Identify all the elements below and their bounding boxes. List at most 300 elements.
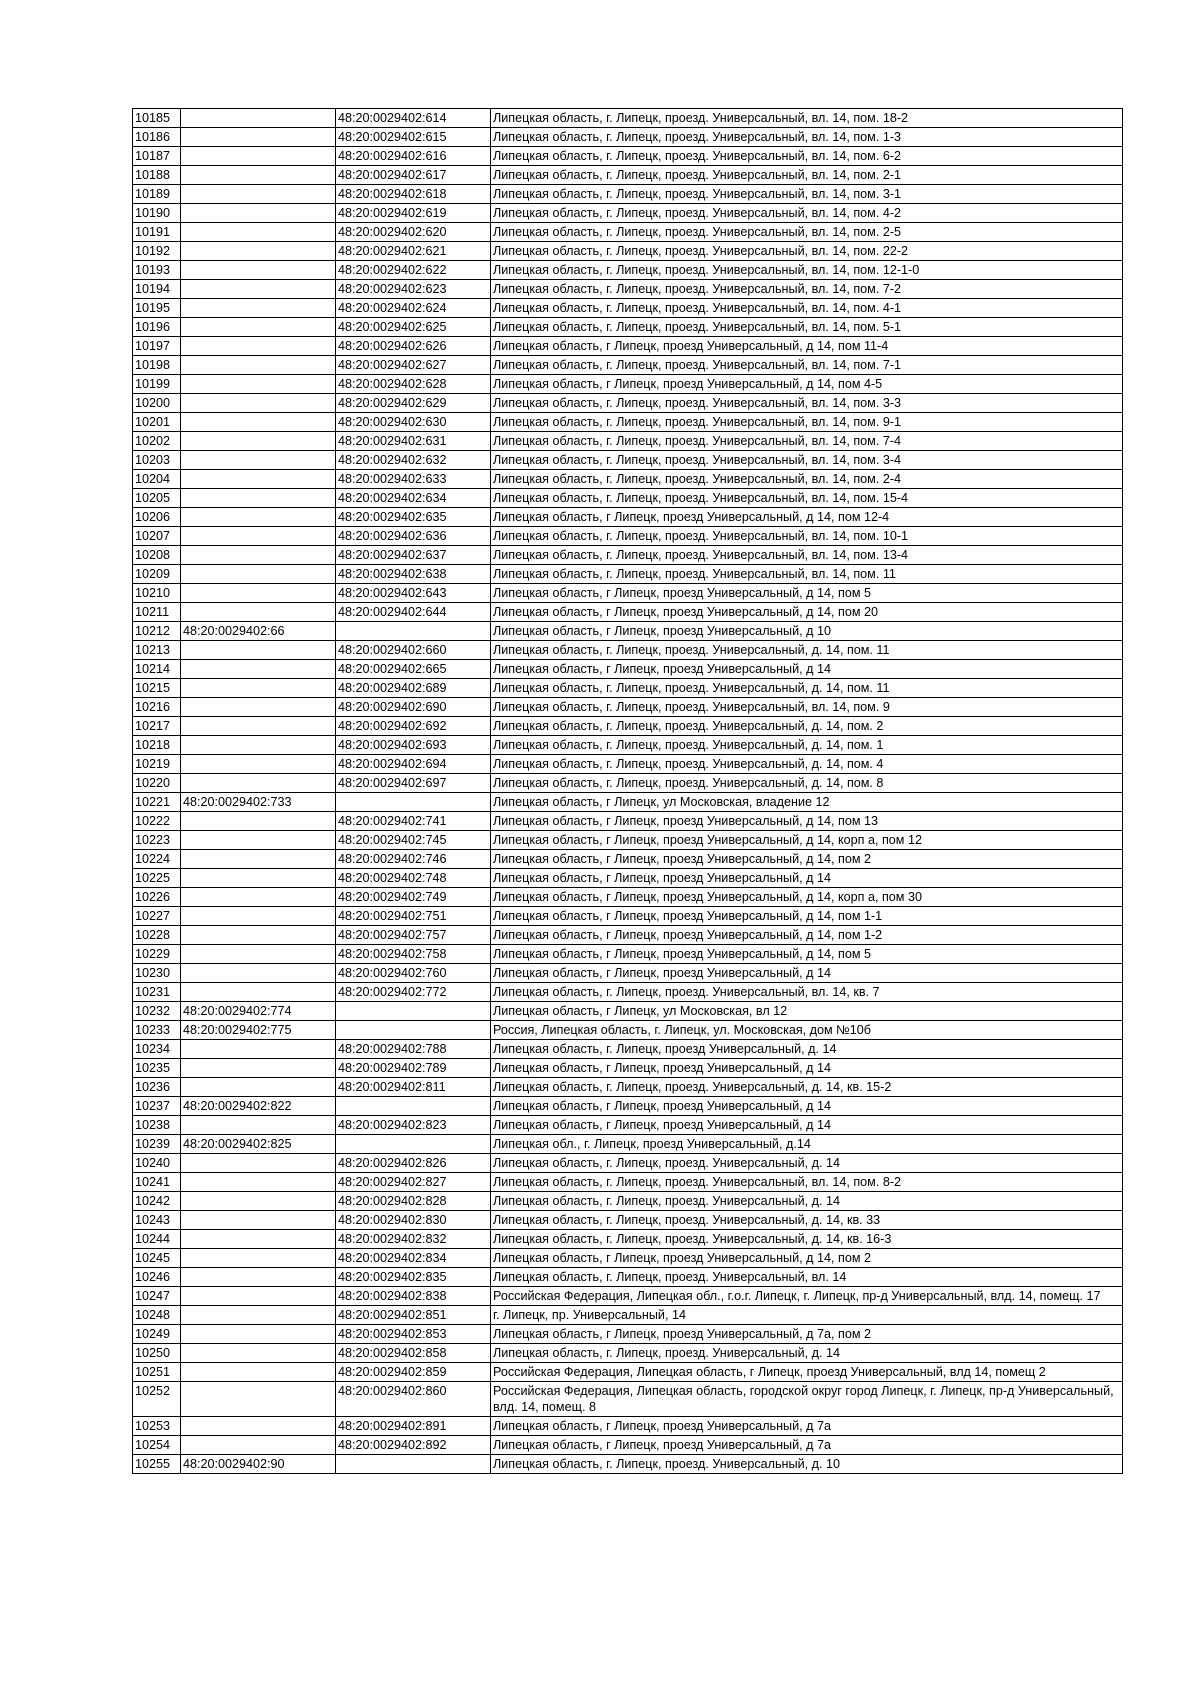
land-plot-number-cell <box>181 1040 336 1059</box>
table-row <box>133 1382 1123 1417</box>
row-number-cell: 10226 <box>133 888 181 907</box>
row-number-cell: 10190 <box>133 204 181 223</box>
land-plot-number-cell <box>181 945 336 964</box>
table-row <box>133 1173 1123 1192</box>
address-cell: Липецкая область, г. Липецк, проезд. Универсальный, вл. 14, пом. 3-1 <box>491 185 1123 204</box>
row-number-cell: 10222 <box>133 812 181 831</box>
row-number-cell: 10253 <box>133 1417 181 1436</box>
table-row <box>133 546 1123 565</box>
row-number-cell: 10220 <box>133 774 181 793</box>
land-plot-number-cell <box>181 1078 336 1097</box>
table-row <box>133 736 1123 755</box>
cadastral-registry-table <box>132 108 1123 1474</box>
land-plot-number-cell <box>181 147 336 166</box>
address-cell: Липецкая область, г Липецк, ул Московская, вл 12 <box>491 1002 1123 1021</box>
address-cell: Липецкая область, г Липецк, проезд Универсальный, д 14, пом 20 <box>491 603 1123 622</box>
row-number-cell: 10217 <box>133 717 181 736</box>
address-cell: Липецкая область, г Липецк, проезд Универсальный, д 7а <box>491 1436 1123 1455</box>
land-plot-number-cell <box>181 1230 336 1249</box>
cadastral-number-cell: 48:20:0029402:823 <box>336 1116 491 1135</box>
table-row <box>133 1249 1123 1268</box>
cadastral-number-cell: 48:20:0029402:632 <box>336 451 491 470</box>
cadastral-number-cell: 48:20:0029402:614 <box>336 109 491 128</box>
row-number-cell: 10187 <box>133 147 181 166</box>
row-number-cell: 10205 <box>133 489 181 508</box>
land-plot-number-cell <box>181 565 336 584</box>
cadastral-number-cell: 48:20:0029402:832 <box>336 1230 491 1249</box>
row-number-cell: 10229 <box>133 945 181 964</box>
cadastral-number-cell: 48:20:0029402:826 <box>336 1154 491 1173</box>
address-cell: Липецкая область, г Липецк, проезд Универсальный, д 14, пом 2 <box>491 850 1123 869</box>
row-number-cell: 10213 <box>133 641 181 660</box>
table-row <box>133 983 1123 1002</box>
table-row <box>133 223 1123 242</box>
address-cell: Липецкая область, г Липецк, проезд Универсальный, д 10 <box>491 622 1123 641</box>
address-cell: Липецкая область, г. Липецк, проезд. Универсальный, д. 14, пом. 2 <box>491 717 1123 736</box>
row-number-cell: 10227 <box>133 907 181 926</box>
cadastral-number-cell: 48:20:0029402:643 <box>336 584 491 603</box>
table-row <box>133 356 1123 375</box>
row-number-cell: 10186 <box>133 128 181 147</box>
land-plot-number-cell <box>181 641 336 660</box>
address-cell: Липецкая область, г Липецк, проезд Универсальный, д 14 <box>491 1097 1123 1116</box>
row-number-cell: 10188 <box>133 166 181 185</box>
cadastral-number-cell: 48:20:0029402:789 <box>336 1059 491 1078</box>
row-number-cell: 10216 <box>133 698 181 717</box>
row-number-cell: 10193 <box>133 261 181 280</box>
row-number-cell: 10254 <box>133 1436 181 1455</box>
land-plot-number-cell <box>181 774 336 793</box>
row-number-cell: 10230 <box>133 964 181 983</box>
row-number-cell: 10199 <box>133 375 181 394</box>
table-row <box>133 831 1123 850</box>
land-plot-number-cell <box>181 812 336 831</box>
row-number-cell: 10195 <box>133 299 181 318</box>
row-number-cell: 10219 <box>133 755 181 774</box>
land-plot-number-cell <box>181 185 336 204</box>
cadastral-number-cell: 48:20:0029402:694 <box>336 755 491 774</box>
cadastral-number-cell: 48:20:0029402:616 <box>336 147 491 166</box>
row-number-cell: 10196 <box>133 318 181 337</box>
table-row <box>133 850 1123 869</box>
cadastral-number-cell <box>336 1021 491 1040</box>
address-cell: Липецкая область, г Липецк, проезд Универсальный, д 14, пом 13 <box>491 812 1123 831</box>
registry-body <box>133 109 1123 1474</box>
row-number-cell: 10235 <box>133 1059 181 1078</box>
row-number-cell: 10215 <box>133 679 181 698</box>
address-cell: Липецкая область, г Липецк, проезд Универсальный, д 7а <box>491 1417 1123 1436</box>
table-row <box>133 622 1123 641</box>
row-number-cell: 10212 <box>133 622 181 641</box>
table-row <box>133 337 1123 356</box>
address-cell: Липецкая область, г. Липецк, проезд. Универсальный, д. 14 <box>491 1192 1123 1211</box>
table-row <box>133 204 1123 223</box>
table-row <box>133 584 1123 603</box>
land-plot-number-cell <box>181 318 336 337</box>
address-cell: Липецкая область, г. Липецк, проезд. Универсальный, вл. 14, пом. 3-4 <box>491 451 1123 470</box>
land-plot-number-cell <box>181 527 336 546</box>
table-row <box>133 299 1123 318</box>
address-cell: Липецкая область, г Липецк, проезд Универсальный, д 14, пом 1-1 <box>491 907 1123 926</box>
row-number-cell: 10214 <box>133 660 181 679</box>
table-row <box>133 774 1123 793</box>
table-row <box>133 660 1123 679</box>
table-row <box>133 907 1123 926</box>
row-number-cell: 10238 <box>133 1116 181 1135</box>
row-number-cell: 10249 <box>133 1325 181 1344</box>
land-plot-number-cell <box>181 660 336 679</box>
table-row <box>133 318 1123 337</box>
table-row <box>133 242 1123 261</box>
table-row <box>133 1436 1123 1455</box>
row-number-cell: 10241 <box>133 1173 181 1192</box>
table-row <box>133 1154 1123 1173</box>
table-row <box>133 1306 1123 1325</box>
cadastral-number-cell: 48:20:0029402:644 <box>336 603 491 622</box>
cadastral-number-cell: 48:20:0029402:615 <box>336 128 491 147</box>
land-plot-number-cell <box>181 261 336 280</box>
address-cell: Липецкая область, г. Липецк, проезд. Универсальный, д. 10 <box>491 1455 1123 1474</box>
land-plot-number-cell <box>181 470 336 489</box>
land-plot-number-cell <box>181 1436 336 1455</box>
address-cell: Липецкая область, г. Липецк, проезд. Универсальный, д. 14, кв. 15-2 <box>491 1078 1123 1097</box>
address-cell: Липецкая область, г Липецк, ул Московская, владение 12 <box>491 793 1123 812</box>
row-number-cell: 10198 <box>133 356 181 375</box>
land-plot-number-cell <box>181 926 336 945</box>
cadastral-number-cell: 48:20:0029402:828 <box>336 1192 491 1211</box>
table-row <box>133 1002 1123 1021</box>
address-cell: Липецкая область, г Липецк, проезд Универсальный, д 14 <box>491 1059 1123 1078</box>
address-cell: Липецкая область, г Липецк, проезд Универсальный, д 14 <box>491 964 1123 983</box>
land-plot-number-cell <box>181 1306 336 1325</box>
address-cell: Липецкая область, г. Липецк, проезд. Универсальный, вл. 14, пом. 6-2 <box>491 147 1123 166</box>
table-row <box>133 1363 1123 1382</box>
address-cell: Липецкая область, г Липецк, проезд Универсальный, д 14 <box>491 869 1123 888</box>
row-number-cell: 10189 <box>133 185 181 204</box>
row-number-cell: 10234 <box>133 1040 181 1059</box>
row-number-cell: 10248 <box>133 1306 181 1325</box>
cadastral-number-cell: 48:20:0029402:827 <box>336 1173 491 1192</box>
land-plot-number-cell <box>181 1382 336 1417</box>
row-number-cell: 10244 <box>133 1230 181 1249</box>
address-cell: Липецкая область, г Липецк, проезд Универсальный, д 14, корп а, пом 30 <box>491 888 1123 907</box>
row-number-cell: 10236 <box>133 1078 181 1097</box>
address-cell: Липецкая область, г. Липецк, проезд. Универсальный, вл. 14, пом. 2-4 <box>491 470 1123 489</box>
row-number-cell: 10201 <box>133 413 181 432</box>
row-number-cell: 10206 <box>133 508 181 527</box>
land-plot-number-cell: 48:20:0029402:825 <box>181 1135 336 1154</box>
land-plot-number-cell <box>181 489 336 508</box>
land-plot-number-cell <box>181 1192 336 1211</box>
table-row <box>133 1344 1123 1363</box>
address-cell: Липецкая область, г. Липецк, проезд. Универсальный, вл. 14, пом. 2-5 <box>491 223 1123 242</box>
table-row <box>133 1211 1123 1230</box>
cadastral-number-cell <box>336 1455 491 1474</box>
table-row <box>133 1135 1123 1154</box>
row-number-cell: 10208 <box>133 546 181 565</box>
table-row <box>133 280 1123 299</box>
row-number-cell: 10251 <box>133 1363 181 1382</box>
row-number-cell: 10218 <box>133 736 181 755</box>
address-cell: Липецкая область, г. Липецк, проезд. Универсальный, д. 14, пом. 1 <box>491 736 1123 755</box>
land-plot-number-cell: 48:20:0029402:822 <box>181 1097 336 1116</box>
table-row <box>133 1192 1123 1211</box>
table-row <box>133 641 1123 660</box>
row-number-cell: 10247 <box>133 1287 181 1306</box>
cadastral-number-cell: 48:20:0029402:746 <box>336 850 491 869</box>
row-number-cell: 10192 <box>133 242 181 261</box>
address-cell: Липецкая обл., г. Липецк, проезд Универсальный, д.14 <box>491 1135 1123 1154</box>
cadastral-number-cell: 48:20:0029402:624 <box>336 299 491 318</box>
table-row <box>133 508 1123 527</box>
row-number-cell: 10243 <box>133 1211 181 1230</box>
table-row <box>133 1021 1123 1040</box>
address-cell: Липецкая область, г Липецк, проезд Универсальный, д 14, пом 12-4 <box>491 508 1123 527</box>
cadastral-number-cell: 48:20:0029402:619 <box>336 204 491 223</box>
cadastral-number-cell: 48:20:0029402:692 <box>336 717 491 736</box>
cadastral-number-cell: 48:20:0029402:622 <box>336 261 491 280</box>
land-plot-number-cell <box>181 1268 336 1287</box>
address-cell: Липецкая область, г. Липецк, проезд. Универсальный, вл. 14, пом. 4-2 <box>491 204 1123 223</box>
cadastral-number-cell: 48:20:0029402:853 <box>336 1325 491 1344</box>
address-cell: Липецкая область, г. Липецк, проезд. Универсальный, вл. 14, пом. 15-4 <box>491 489 1123 508</box>
cadastral-number-cell: 48:20:0029402:617 <box>336 166 491 185</box>
cadastral-number-cell: 48:20:0029402:636 <box>336 527 491 546</box>
land-plot-number-cell <box>181 508 336 527</box>
cadastral-number-cell: 48:20:0029402:788 <box>336 1040 491 1059</box>
land-plot-number-cell <box>181 679 336 698</box>
land-plot-number-cell: 48:20:0029402:90 <box>181 1455 336 1474</box>
row-number-cell: 10246 <box>133 1268 181 1287</box>
table-row <box>133 869 1123 888</box>
table-row <box>133 375 1123 394</box>
table-row <box>133 489 1123 508</box>
row-number-cell: 10223 <box>133 831 181 850</box>
table-row <box>133 888 1123 907</box>
land-plot-number-cell: 48:20:0029402:775 <box>181 1021 336 1040</box>
cadastral-number-cell: 48:20:0029402:626 <box>336 337 491 356</box>
address-cell: Липецкая область, г. Липецк, проезд. Универсальный, вл. 14, пом. 9-1 <box>491 413 1123 432</box>
table-row <box>133 1078 1123 1097</box>
cadastral-number-cell: 48:20:0029402:628 <box>336 375 491 394</box>
address-cell: Липецкая область, г. Липецк, проезд. Универсальный, д. 14, пом. 4 <box>491 755 1123 774</box>
table-row <box>133 1230 1123 1249</box>
cadastral-number-cell: 48:20:0029402:760 <box>336 964 491 983</box>
cadastral-number-cell: 48:20:0029402:630 <box>336 413 491 432</box>
land-plot-number-cell <box>181 1154 336 1173</box>
land-plot-number-cell <box>181 1249 336 1268</box>
table-row <box>133 185 1123 204</box>
land-plot-number-cell <box>181 242 336 261</box>
cadastral-number-cell: 48:20:0029402:891 <box>336 1417 491 1436</box>
table-row <box>133 1325 1123 1344</box>
address-cell: Липецкая область, г. Липецк, проезд. Универсальный, вл. 14, пом. 7-1 <box>491 356 1123 375</box>
row-number-cell: 10252 <box>133 1382 181 1417</box>
cadastral-number-cell: 48:20:0029402:772 <box>336 983 491 1002</box>
table-row <box>133 470 1123 489</box>
cadastral-number-cell: 48:20:0029402:690 <box>336 698 491 717</box>
table-row <box>133 451 1123 470</box>
table-row <box>133 717 1123 736</box>
address-cell: Липецкая область, г. Липецк, проезд. Универсальный, вл. 14 <box>491 1268 1123 1287</box>
cadastral-number-cell: 48:20:0029402:625 <box>336 318 491 337</box>
cadastral-number-cell: 48:20:0029402:618 <box>336 185 491 204</box>
table-row <box>133 698 1123 717</box>
table-row <box>133 166 1123 185</box>
table-row <box>133 793 1123 812</box>
land-plot-number-cell <box>181 1211 336 1230</box>
land-plot-number-cell <box>181 755 336 774</box>
land-plot-number-cell <box>181 1287 336 1306</box>
land-plot-number-cell <box>181 166 336 185</box>
cadastral-number-cell: 48:20:0029402:635 <box>336 508 491 527</box>
cadastral-number-cell <box>336 622 491 641</box>
cadastral-number-cell: 48:20:0029402:633 <box>336 470 491 489</box>
cadastral-number-cell <box>336 1002 491 1021</box>
land-plot-number-cell <box>181 394 336 413</box>
cadastral-number-cell <box>336 1135 491 1154</box>
table-row <box>133 147 1123 166</box>
table-row <box>133 1097 1123 1116</box>
cadastral-number-cell: 48:20:0029402:834 <box>336 1249 491 1268</box>
address-cell: Липецкая область, г. Липецк, проезд. Универсальный, вл. 14, пом. 8-2 <box>491 1173 1123 1192</box>
land-plot-number-cell <box>181 698 336 717</box>
cadastral-number-cell: 48:20:0029402:689 <box>336 679 491 698</box>
table-row <box>133 1040 1123 1059</box>
address-cell: Липецкая область, г. Липецк, проезд. Универсальный, вл. 14, пом. 1-3 <box>491 128 1123 147</box>
row-number-cell: 10224 <box>133 850 181 869</box>
address-cell: Липецкая область, г. Липецк, проезд. Универсальный, вл. 14, пом. 7-2 <box>491 280 1123 299</box>
land-plot-number-cell <box>181 432 336 451</box>
address-cell: Липецкая область, г. Липецк, проезд. Универсальный, д. 14, кв. 16-3 <box>491 1230 1123 1249</box>
row-number-cell: 10207 <box>133 527 181 546</box>
cadastral-number-cell: 48:20:0029402:811 <box>336 1078 491 1097</box>
cadastral-number-cell: 48:20:0029402:851 <box>336 1306 491 1325</box>
cadastral-number-cell: 48:20:0029402:631 <box>336 432 491 451</box>
address-cell: Липецкая область, г Липецк, проезд Универсальный, д 14, пом 11-4 <box>491 337 1123 356</box>
land-plot-number-cell <box>181 223 336 242</box>
table-row <box>133 109 1123 128</box>
land-plot-number-cell <box>181 907 336 926</box>
cadastral-number-cell: 48:20:0029402:697 <box>336 774 491 793</box>
land-plot-number-cell <box>181 736 336 755</box>
row-number-cell: 10255 <box>133 1455 181 1474</box>
table-row <box>133 261 1123 280</box>
cadastral-number-cell: 48:20:0029402:757 <box>336 926 491 945</box>
table-row <box>133 394 1123 413</box>
address-cell: Липецкая область, г. Липецк, проезд. Универсальный, вл. 14, пом. 18-2 <box>491 109 1123 128</box>
cadastral-number-cell: 48:20:0029402:748 <box>336 869 491 888</box>
address-cell: Российская Федерация, Липецкая область, городской округ город Липецк, г. Липецк, пр-д Универсальный, влд. 14, помещ. 8 <box>491 1382 1123 1417</box>
cadastral-number-cell: 48:20:0029402:665 <box>336 660 491 679</box>
address-cell: Липецкая область, г. Липецк, проезд. Универсальный, вл. 14, пом. 5-1 <box>491 318 1123 337</box>
row-number-cell: 10228 <box>133 926 181 945</box>
address-cell: Липецкая область, г. Липецк, проезд. Универсальный, вл. 14, пом. 13-4 <box>491 546 1123 565</box>
address-cell: Липецкая область, г Липецк, проезд Универсальный, д 14, пом 5 <box>491 584 1123 603</box>
land-plot-number-cell: 48:20:0029402:733 <box>181 793 336 812</box>
address-cell: Российская Федерация, Липецкая обл., г.о.г. Липецк, г. Липецк, пр-д Универсальный, влд. 14, помещ. 17 <box>491 1287 1123 1306</box>
land-plot-number-cell <box>181 356 336 375</box>
cadastral-number-cell: 48:20:0029402:741 <box>336 812 491 831</box>
row-number-cell: 10209 <box>133 565 181 584</box>
address-cell: Липецкая область, г Липецк, проезд Универсальный, д 14, корп а, пом 12 <box>491 831 1123 850</box>
table-row <box>133 964 1123 983</box>
cadastral-number-cell: 48:20:0029402:623 <box>336 280 491 299</box>
land-plot-number-cell <box>181 964 336 983</box>
cadastral-number-cell: 48:20:0029402:859 <box>336 1363 491 1382</box>
land-plot-number-cell <box>181 337 336 356</box>
land-plot-number-cell <box>181 584 336 603</box>
land-plot-number-cell <box>181 128 336 147</box>
table-row <box>133 1455 1123 1474</box>
row-number-cell: 10232 <box>133 1002 181 1021</box>
address-cell: Липецкая область, г. Липецк, проезд. Универсальный, вл. 14, пом. 9 <box>491 698 1123 717</box>
cadastral-number-cell: 48:20:0029402:835 <box>336 1268 491 1287</box>
land-plot-number-cell <box>181 1116 336 1135</box>
row-number-cell: 10185 <box>133 109 181 128</box>
land-plot-number-cell <box>181 1325 336 1344</box>
land-plot-number-cell <box>181 869 336 888</box>
table-row <box>133 1059 1123 1078</box>
address-cell: Липецкая область, г. Липецк, проезд. Универсальный, д. 14 <box>491 1154 1123 1173</box>
row-number-cell: 10202 <box>133 432 181 451</box>
cadastral-number-cell: 48:20:0029402:860 <box>336 1382 491 1417</box>
row-number-cell: 10242 <box>133 1192 181 1211</box>
cadastral-number-cell: 48:20:0029402:751 <box>336 907 491 926</box>
cadastral-number-cell: 48:20:0029402:638 <box>336 565 491 584</box>
table-row <box>133 432 1123 451</box>
land-plot-number-cell <box>181 546 336 565</box>
address-cell: Липецкая область, г. Липецк, проезд. Универсальный, д. 14, пом. 11 <box>491 641 1123 660</box>
table-row <box>133 1268 1123 1287</box>
table-row <box>133 1417 1123 1436</box>
row-number-cell: 10191 <box>133 223 181 242</box>
address-cell: Липецкая область, г Липецк, проезд Универсальный, д 14, пом 1-2 <box>491 926 1123 945</box>
land-plot-number-cell <box>181 1173 336 1192</box>
land-plot-number-cell <box>181 1344 336 1363</box>
cadastral-number-cell <box>336 1097 491 1116</box>
address-cell: Липецкая область, г. Липецк, проезд. Универсальный, вл. 14, пом. 3-3 <box>491 394 1123 413</box>
cadastral-number-cell: 48:20:0029402:621 <box>336 242 491 261</box>
row-number-cell: 10225 <box>133 869 181 888</box>
address-cell: Липецкая область, г Липецк, проезд Универсальный, д 14, пом 2 <box>491 1249 1123 1268</box>
table-row <box>133 527 1123 546</box>
table-row <box>133 603 1123 622</box>
land-plot-number-cell <box>181 375 336 394</box>
row-number-cell: 10245 <box>133 1249 181 1268</box>
address-cell: Липецкая область, г Липецк, проезд Универсальный, д 7а, пом 2 <box>491 1325 1123 1344</box>
row-number-cell: 10231 <box>133 983 181 1002</box>
land-plot-number-cell <box>181 850 336 869</box>
address-cell: Липецкая область, г. Липецк, проезд. Универсальный, вл. 14, кв. 7 <box>491 983 1123 1002</box>
land-plot-number-cell <box>181 204 336 223</box>
land-plot-number-cell <box>181 888 336 907</box>
table-row <box>133 755 1123 774</box>
cadastral-number-cell: 48:20:0029402:637 <box>336 546 491 565</box>
cadastral-number-cell: 48:20:0029402:620 <box>336 223 491 242</box>
cadastral-number-cell: 48:20:0029402:634 <box>336 489 491 508</box>
table-row <box>133 1116 1123 1135</box>
table-row <box>133 413 1123 432</box>
cadastral-number-cell: 48:20:0029402:830 <box>336 1211 491 1230</box>
table-row <box>133 926 1123 945</box>
land-plot-number-cell <box>181 280 336 299</box>
row-number-cell: 10194 <box>133 280 181 299</box>
table-row <box>133 945 1123 964</box>
address-cell: г. Липецк, пр. Универсальный, 14 <box>491 1306 1123 1325</box>
address-cell: Липецкая область, г Липецк, проезд Универсальный, д 14, пом 5 <box>491 945 1123 964</box>
cadastral-number-cell <box>336 793 491 812</box>
